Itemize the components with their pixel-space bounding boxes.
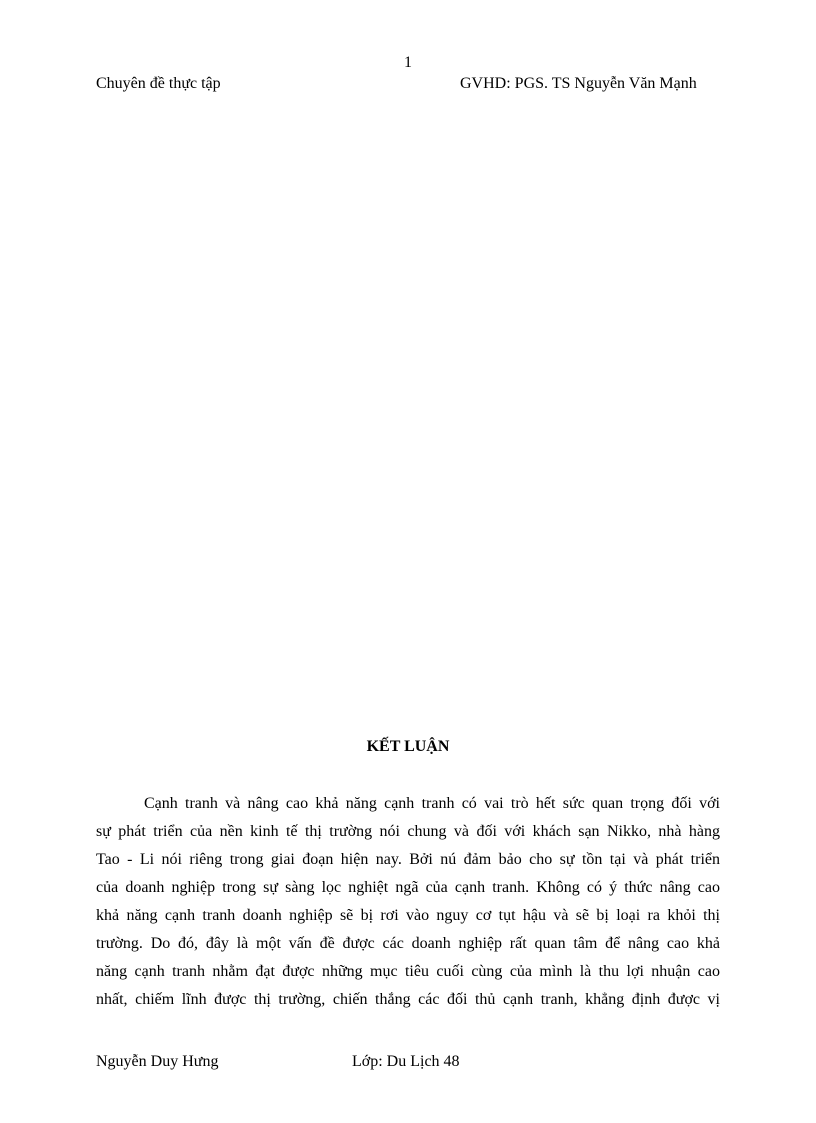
conclusion-paragraph bbox=[96, 790, 720, 1014]
page-number: 1 bbox=[404, 54, 412, 71]
paragraph-line: Cạnh tranh và nâng cao khả năng cạnh tranh có vai trò hết sức quan trọng đối với bbox=[144, 795, 720, 812]
paragraph-line: sự phát triển của nền kinh tế thị trường nói chung và đối với khách sạn Nikko, nhà hàng bbox=[96, 823, 720, 840]
header-supervisor: GVHD: PGS. TS Nguyễn Văn Mạnh bbox=[460, 75, 697, 92]
footer-class: Lớp: Du Lịch 48 bbox=[352, 1053, 460, 1070]
paragraph-line: của doanh nghiệp trong sự sàng lọc nghiệt ngã của cạnh tranh. Không có ý thức nâng cao bbox=[96, 879, 720, 896]
paragraph-line: năng cạnh tranh nhằm đạt được những mục tiêu cuối cùng của mình là thu lợi nhuận cao bbox=[96, 963, 720, 980]
paragraph-line: trường. Do đó, đây là một vấn đề được các doanh nghiệp rất quan tâm để nâng cao khả bbox=[96, 935, 720, 952]
paragraph-line: khả năng cạnh tranh doanh nghiệp sẽ bị rơi vào nguy cơ tụt hậu và sẽ bị loại ra khỏi thị bbox=[96, 907, 720, 924]
paragraph-line: Tao - Li nói riêng trong giai đoạn hiện nay. Bởi nú đảm bảo cho sự tồn tại và phát triển bbox=[96, 851, 720, 868]
footer-student-name: Nguyễn Duy Hưng bbox=[96, 1053, 219, 1070]
header-course-title: Chuyên đề thực tập bbox=[96, 75, 221, 92]
section-title: KẾT LUẬN bbox=[366, 738, 450, 755]
paragraph-line: nhất, chiếm lĩnh được thị trường, chiến thắng các đối thủ cạnh tranh, khẳng định được vị bbox=[96, 991, 720, 1008]
